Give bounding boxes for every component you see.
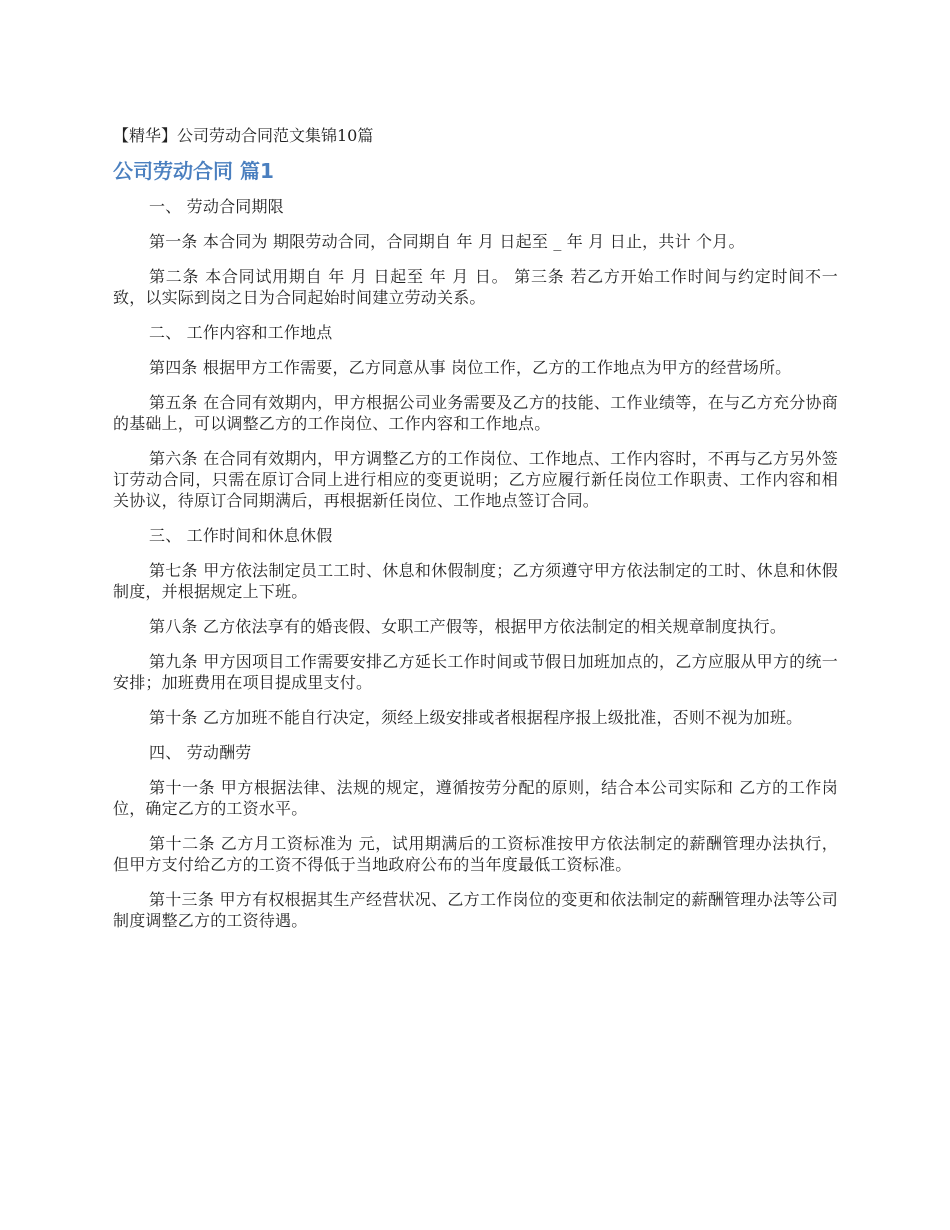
article-8: 第八条 乙方依法享有的婚丧假、女职工产假等，根据甲方依法制定的相关规章制度执行。	[149, 617, 787, 636]
section-heading: 公司劳动合同 篇1	[113, 159, 274, 183]
chapter-heading-term: 一、 劳动合同期限	[149, 197, 284, 216]
document-title: 【精华】公司劳动合同范文集锦10篇	[113, 126, 374, 145]
article-6: 第六条 在合同有效期内，甲方调整乙方的工作岗位、工作地点、工作内容时，不再与乙方另外签订劳动合同，只需在原订合同上进行相应的变更说明；乙方应履行新任岗位工作职责、工作内容和相关协议，待原订合同期满后，再根据新任岗位、工作地点签订合同。	[113, 449, 838, 510]
article-10: 第十条 乙方加班不能自行决定，须经上级安排或者根据程序报上级批准，否则不视为加班。	[149, 708, 803, 727]
article-13: 第十三条 甲方有权根据其生产经营状况、乙方工作岗位的变更和依法制定的薪酬管理办法等公司制度调整乙方的工资待遇。	[113, 890, 838, 930]
article-9: 第九条 甲方因项目工作需要安排乙方延长工作时间或节假日加班加点的，乙方应服从甲方的统一安排；加班费用在项目提成里支付。	[113, 652, 838, 692]
chapter-heading-remuneration: 四、 劳动酬劳	[149, 743, 252, 762]
chapter-heading-work-time: 三、 工作时间和休息休假	[149, 526, 333, 545]
article-7: 第七条 甲方依法制定员工工时、休息和休假制度；乙方须遵守甲方依法制定的工时、休息和休假制度，并根据规定上下班。	[113, 561, 838, 601]
article-11: 第十一条 甲方根据法律、法规的规定，遵循按劳分配的原则，结合本公司实际和 乙方的工作岗位，确定乙方的工资水平。	[113, 778, 838, 818]
article-1: 第一条 本合同为 期限劳动合同，合同期自 年 月 日起至 _ 年 月 日止，共计 个月。	[149, 232, 745, 251]
chapter-heading-work-content: 二、 工作内容和工作地点	[149, 323, 333, 342]
article-4: 第四条 根据甲方工作需要，乙方同意从事 岗位工作，乙方的工作地点为甲方的经营场所。	[149, 358, 792, 377]
article-2-3: 第二条 本合同试用期自 年 月 日起至 年 月 日。 第三条 若乙方开始工作时间与约定时间不一致，以实际到岗之日为合同起始时间建立劳动关系。	[113, 267, 838, 307]
article-5: 第五条 在合同有效期内，甲方根据公司业务需要及乙方的技能、工作业绩等，在与乙方充分协商的基础上，可以调整乙方的工作岗位、工作内容和工作地点。	[113, 393, 838, 433]
article-12: 第十二条 乙方月工资标准为 元，试用期满后的工资标准按甲方依法制定的薪酬管理办法执行，但甲方支付给乙方的工资不得低于当地政府公布的当年度最低工资标准。	[113, 834, 838, 874]
